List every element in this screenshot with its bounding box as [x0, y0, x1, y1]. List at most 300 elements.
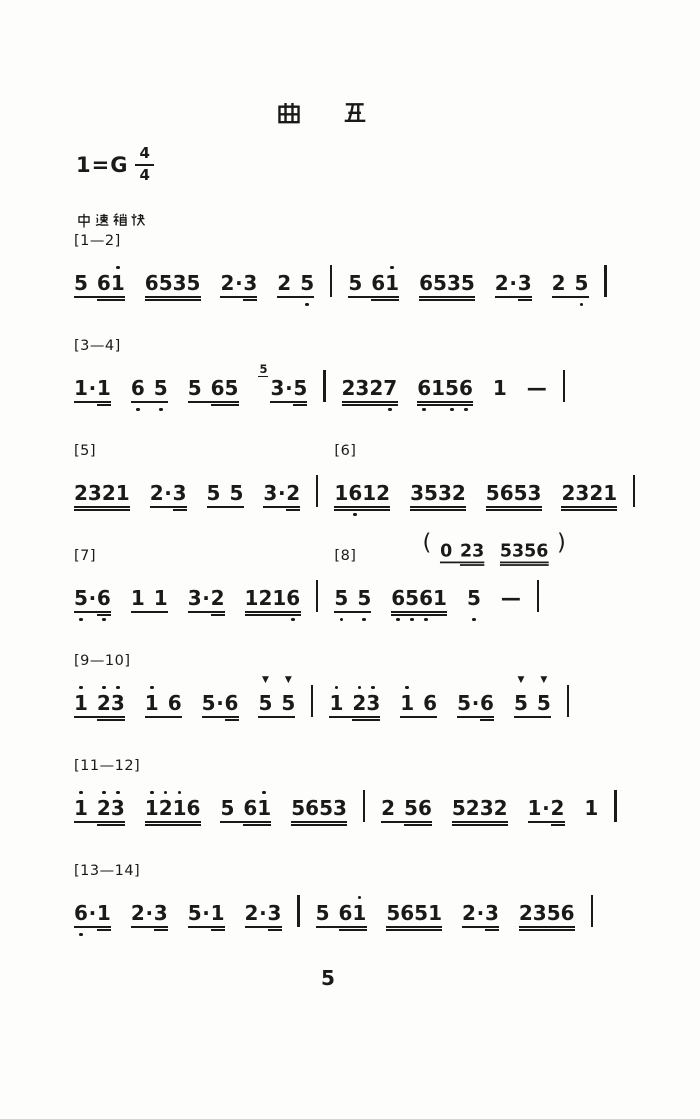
note-digit: 3	[366, 691, 381, 715]
note-digit: 2	[451, 481, 466, 505]
note-token	[541, 779, 550, 833]
group-body	[188, 359, 239, 413]
underline	[552, 296, 589, 298]
note-digit: 1	[431, 376, 446, 400]
note-token	[348, 569, 357, 623]
high-dot-row	[358, 894, 362, 901]
note-digit: 5	[536, 691, 551, 715]
high-octave-dot-icon	[102, 791, 106, 795]
note-digit: 5	[357, 586, 372, 610]
underline	[211, 404, 239, 406]
underline	[486, 506, 542, 508]
underline	[188, 611, 225, 613]
note-token	[440, 525, 452, 572]
note-token	[284, 359, 293, 413]
high-octave-dot-icon	[116, 686, 120, 690]
group-body	[131, 359, 168, 413]
measure	[381, 779, 598, 833]
note-token	[234, 779, 243, 833]
note-token	[145, 884, 154, 938]
group-body	[462, 884, 499, 938]
underline	[400, 716, 437, 718]
high-octave-dot-icon	[164, 791, 168, 795]
group-body	[495, 254, 532, 308]
group-body	[329, 674, 380, 728]
note-digit: 5	[258, 691, 273, 715]
note-token	[220, 779, 234, 833]
group-body	[188, 884, 225, 938]
note-digit: ·	[202, 901, 210, 925]
note-token	[343, 674, 352, 728]
underline	[417, 401, 473, 403]
note-digit: 5	[300, 271, 315, 295]
note-token	[381, 779, 395, 833]
note-group	[145, 674, 182, 728]
note-digit: 2	[277, 271, 292, 295]
barline	[614, 790, 616, 822]
measure	[74, 653, 296, 728]
underline	[291, 824, 347, 826]
high-octave-dot-icon	[405, 686, 409, 690]
note-token	[277, 464, 286, 518]
high-dot-row	[102, 684, 106, 691]
note-group	[74, 359, 111, 413]
note-digit: 1	[74, 796, 88, 820]
note-digit: 5	[513, 481, 528, 505]
high-dot-row	[116, 789, 120, 796]
note-token	[263, 464, 277, 518]
note-token	[334, 569, 348, 623]
system	[74, 442, 651, 518]
note-group	[277, 254, 314, 308]
underline	[243, 824, 271, 826]
note-digit: 5	[451, 796, 466, 820]
low-dot-row	[472, 610, 476, 623]
underline	[419, 299, 475, 301]
note-group	[74, 464, 130, 518]
note-digit: 3	[172, 481, 187, 505]
group-body	[74, 779, 125, 833]
system	[74, 757, 651, 833]
note-group	[467, 569, 481, 623]
note-digit: 5	[187, 901, 202, 925]
note-token	[202, 884, 211, 938]
group-body	[74, 884, 111, 938]
system	[74, 862, 651, 938]
note-token	[258, 674, 272, 728]
note-token	[348, 254, 362, 308]
note-digit: 5	[315, 901, 330, 925]
note-token	[423, 674, 437, 728]
note-group	[440, 525, 484, 572]
note-digit: 1	[428, 901, 443, 925]
underline	[97, 929, 111, 931]
note-group	[391, 569, 447, 623]
note-digit: 6	[480, 691, 494, 715]
token-row	[145, 674, 182, 728]
measure	[74, 758, 347, 833]
underline	[258, 716, 295, 718]
notation-score	[74, 232, 651, 967]
note-digit: 3	[479, 796, 494, 820]
note-digit	[396, 796, 403, 820]
note-digit: 1	[527, 796, 542, 820]
note-group	[501, 569, 521, 623]
underline	[220, 296, 257, 298]
note-digit: 3	[153, 901, 168, 925]
note-token	[188, 569, 202, 623]
high-dot-row	[102, 789, 106, 796]
note-token	[362, 254, 371, 308]
note-group	[495, 254, 532, 308]
high-octave-dot-icon	[358, 896, 362, 900]
title-char-qu	[276, 100, 302, 126]
group-body	[334, 464, 390, 518]
note-token	[168, 674, 182, 728]
note-digit: 1	[272, 586, 287, 610]
group-body	[145, 254, 201, 308]
note-digit: ·	[542, 796, 550, 820]
note-digit	[453, 540, 459, 561]
key-signature-text: 1=G	[76, 152, 129, 177]
note-digit: 6	[167, 691, 182, 715]
high-dot-row	[358, 684, 362, 691]
note-digit: 5	[546, 901, 561, 925]
note-group	[291, 779, 347, 833]
note-group	[188, 359, 239, 413]
note-digit: 5	[414, 901, 429, 925]
underline	[145, 824, 201, 826]
underline	[131, 926, 168, 928]
note-token	[528, 779, 542, 833]
note-token	[281, 674, 295, 728]
note-digit: ·	[88, 901, 97, 925]
note-digit: 1	[110, 271, 125, 295]
open-paren: (	[422, 529, 432, 556]
note-group	[334, 569, 371, 623]
note-digit: 5	[281, 691, 296, 715]
note-group	[188, 569, 225, 623]
group-body	[457, 674, 494, 728]
underline	[334, 611, 371, 613]
underline	[561, 506, 617, 508]
group-body	[74, 359, 111, 413]
low-octave-dot-icon	[340, 618, 344, 622]
underline	[263, 506, 300, 508]
measure-label: [6]	[334, 443, 357, 459]
note-digit: ·	[88, 376, 97, 400]
note-token	[159, 674, 168, 728]
note-group	[527, 359, 547, 413]
note-group	[202, 674, 239, 728]
note-group	[263, 464, 300, 518]
token-row	[131, 569, 168, 623]
underline	[291, 821, 347, 823]
note-digit: 6	[144, 271, 159, 295]
note-digit: ·	[235, 271, 243, 295]
underline	[211, 929, 225, 931]
underline	[381, 821, 432, 823]
note-group	[207, 464, 244, 518]
note-digit: 2	[130, 901, 145, 925]
note-token	[471, 674, 480, 728]
underline	[452, 824, 508, 826]
barline	[363, 790, 365, 822]
tempo-char-shao	[112, 212, 128, 229]
tempo-char-kuai	[130, 212, 146, 229]
underline	[245, 614, 301, 616]
high-dot-row	[79, 684, 83, 691]
underline	[440, 562, 484, 564]
note-digit: 3	[512, 539, 525, 561]
underline	[211, 614, 225, 616]
note-digit: 6	[499, 481, 514, 505]
underline	[480, 719, 494, 721]
underline	[519, 926, 575, 928]
high-dot-row	[405, 684, 409, 691]
note-group	[131, 359, 168, 413]
low-octave-dot-icon	[79, 618, 83, 622]
group-body	[561, 464, 617, 518]
group-body	[131, 569, 168, 623]
measure	[316, 884, 575, 938]
underline	[286, 509, 300, 511]
group-body	[245, 569, 301, 623]
note-token	[514, 674, 528, 728]
note-token	[202, 359, 211, 413]
note-digit: 2	[258, 586, 273, 610]
note-group	[131, 569, 168, 623]
note-digit: ·	[509, 271, 517, 295]
note-digit: 2	[550, 796, 565, 820]
group-body	[501, 569, 521, 623]
annotation	[422, 525, 567, 572]
token-row	[277, 254, 314, 308]
note-digit: 5	[386, 901, 401, 925]
note-token	[537, 674, 551, 728]
underline	[154, 929, 168, 931]
note-digit: 6	[186, 796, 201, 820]
note-token	[74, 359, 88, 413]
underline	[460, 564, 484, 566]
token-row	[131, 359, 168, 413]
note-token	[552, 254, 566, 308]
group-body	[74, 464, 130, 518]
note-digit: 6	[338, 901, 353, 925]
note-token	[575, 254, 589, 308]
note-digit: 5	[460, 271, 475, 295]
measure	[348, 254, 588, 308]
group-body	[486, 464, 542, 518]
group-body	[220, 779, 271, 833]
high-octave-dot-icon	[262, 791, 266, 795]
token-row	[467, 569, 481, 623]
note-token	[291, 254, 300, 308]
note-digit: 3	[263, 481, 278, 505]
note-token	[202, 674, 216, 728]
accent-icon: ▼	[284, 675, 292, 685]
note-group	[493, 359, 507, 413]
note-token	[457, 674, 471, 728]
note-digit	[567, 271, 574, 295]
note-group	[419, 254, 475, 308]
note-digit: 0	[440, 539, 453, 561]
measure	[334, 529, 566, 623]
note-digit	[203, 376, 210, 400]
note-token	[74, 674, 88, 728]
system	[74, 337, 651, 413]
underline	[500, 562, 549, 564]
note-token	[74, 779, 88, 833]
note-digit: 5	[229, 481, 244, 505]
note-token	[154, 359, 168, 413]
underline	[74, 506, 130, 508]
note-digit: 6	[371, 271, 386, 295]
page-title	[0, 100, 672, 126]
barline	[591, 895, 593, 927]
note-digit: 1	[329, 691, 344, 715]
underline	[145, 299, 201, 301]
note-digit: 1	[334, 481, 349, 505]
underline	[486, 509, 542, 511]
note-digit: 6	[417, 376, 432, 400]
high-dot-row	[164, 789, 168, 796]
token-row	[584, 779, 598, 833]
note-token	[74, 569, 88, 623]
note-digit: 2	[341, 376, 356, 400]
low-octave-dot-icon	[291, 618, 295, 622]
note-token	[300, 254, 314, 308]
underline	[551, 824, 565, 826]
group-body	[270, 359, 307, 413]
note-group	[552, 254, 589, 308]
note-digit: 1	[115, 481, 130, 505]
underline	[270, 401, 307, 403]
note-digit: 3	[243, 271, 258, 295]
token-row	[552, 254, 589, 308]
group-body	[74, 674, 125, 728]
barline	[297, 895, 299, 927]
note-token	[357, 569, 371, 623]
note-digit: 2	[589, 481, 604, 505]
note-digit: ·	[164, 481, 172, 505]
note-digit: 1	[210, 901, 225, 925]
note-digit: 5	[334, 586, 349, 610]
note-digit	[89, 271, 96, 295]
note-token	[207, 464, 221, 518]
note-token	[131, 569, 145, 623]
note-digit: 6	[74, 901, 88, 925]
note-group	[514, 674, 551, 728]
tempo-char-su	[94, 212, 110, 229]
note-digit: 3	[410, 481, 425, 505]
low-octave-dot-icon	[159, 408, 163, 412]
note-token	[220, 254, 234, 308]
measure	[329, 674, 550, 728]
note-digit: 5	[485, 481, 500, 505]
note-token	[277, 254, 291, 308]
note-digit: 6	[96, 586, 111, 610]
token-row	[258, 674, 295, 728]
low-octave-dot-icon	[388, 408, 392, 412]
note-token	[150, 464, 164, 518]
group-body	[440, 525, 484, 572]
note-digit: 1	[130, 586, 145, 610]
note-digit: 7	[383, 376, 398, 400]
high-dot-row	[116, 264, 120, 271]
note-digit: 5	[574, 271, 589, 295]
measure	[74, 863, 282, 938]
note-digit: 1	[153, 586, 168, 610]
barline	[563, 370, 565, 402]
note-group	[74, 779, 125, 833]
page-number: 5	[321, 966, 335, 990]
note-token	[188, 884, 202, 938]
note-token	[329, 674, 343, 728]
note-token	[329, 884, 338, 938]
underline	[316, 926, 367, 928]
note-digit: 5	[405, 586, 420, 610]
group-body	[584, 779, 598, 833]
underline	[518, 299, 532, 301]
note-digit: 2	[149, 481, 164, 505]
note-token	[493, 359, 507, 413]
note-digit	[292, 271, 299, 295]
group-body	[348, 254, 399, 308]
underline	[145, 821, 201, 823]
note-token	[88, 674, 97, 728]
underline	[277, 296, 314, 298]
note-digit: —	[500, 586, 521, 610]
note-token	[88, 569, 97, 623]
group-body	[145, 674, 182, 728]
note-digit	[160, 691, 167, 715]
group-body	[316, 884, 367, 938]
group-body	[150, 464, 187, 518]
underline	[202, 716, 239, 718]
note-digit: ·	[88, 586, 97, 610]
system	[74, 232, 651, 308]
underline	[485, 929, 499, 931]
token-row	[501, 569, 521, 623]
note-digit	[273, 691, 280, 715]
note-digit: 1	[385, 271, 400, 295]
note-group	[334, 464, 390, 518]
note-digit: 2	[74, 481, 88, 505]
close-paren: )	[557, 529, 566, 556]
underline	[97, 404, 111, 406]
note-token	[145, 359, 154, 413]
note-digit: ·	[285, 376, 293, 400]
note-digit: 5	[74, 271, 88, 295]
note-digit: 6	[458, 376, 473, 400]
note-digit: 6	[96, 271, 111, 295]
high-octave-dot-icon	[150, 791, 154, 795]
underline	[220, 821, 271, 823]
measure	[74, 338, 308, 413]
underline	[528, 821, 565, 823]
underline	[145, 296, 201, 298]
note-group	[410, 464, 466, 518]
low-octave-dot-icon	[79, 933, 83, 937]
note-digit: 3	[332, 796, 347, 820]
underline	[371, 299, 399, 301]
barline	[604, 265, 606, 297]
group-body	[400, 674, 437, 728]
underline	[245, 926, 282, 928]
underline	[329, 716, 380, 718]
underline	[500, 564, 549, 566]
